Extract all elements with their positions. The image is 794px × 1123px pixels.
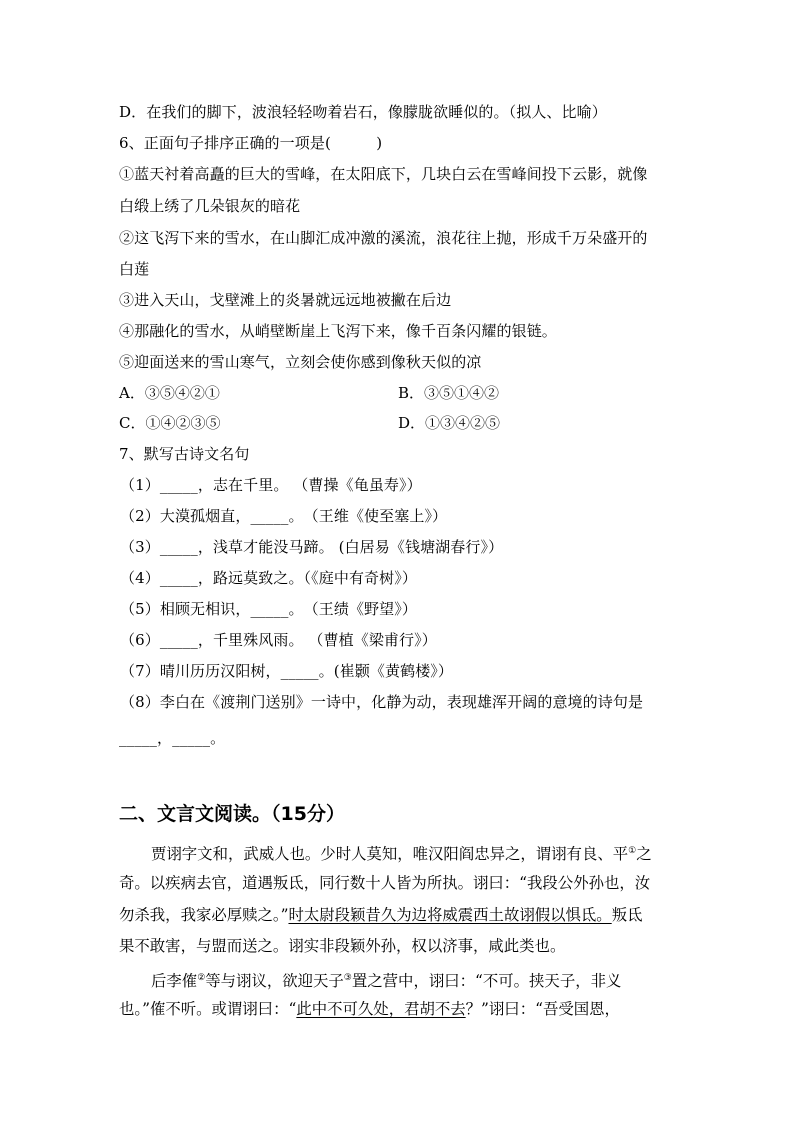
question-6-option-b: B．③⑤①④② bbox=[398, 384, 500, 402]
question-5-option-d: D．在我们的脚下，波浪轻轻吻着岩石，像朦胧欲睡似的。（拟人、比喻） bbox=[119, 103, 607, 121]
footnote-marker-3: ③ bbox=[343, 973, 352, 983]
question-7-item-6: （6）_____，千里殊风雨。 （曹植《梁甫行》） bbox=[120, 631, 437, 649]
section-2-heading: 二、文言文阅读。（15分） bbox=[119, 803, 345, 825]
question-7-item-5: （5）相顾无相识，_____。 （王绩《野望》） bbox=[120, 600, 417, 618]
question-7-item-4: （4）_____，路远莫致之。（《庭中有奇树》） bbox=[120, 569, 417, 587]
question-7-stem: 7、默写古诗文名句 bbox=[119, 445, 250, 463]
underlined-sentence-2: 此中不可久处，君胡不去 bbox=[296, 1000, 466, 1018]
passage-p1-line-3: 勿杀我，我家必厚赎之。”时太尉段颖昔久为边将威震西土故诩假以惧氐。叛氐 bbox=[119, 906, 643, 924]
question-6-sentence-3: ③进入天山，戈壁滩上的炎暑就远远地被撇在后边 bbox=[119, 291, 452, 309]
question-7-item-2: （2）大漠孤烟直，_____。 （王维《使至塞上》） bbox=[120, 507, 448, 525]
passage-p2-line-2: 也。”傕不听。或谓诩曰：“此中不可久处，君胡不去？”诩曰：“吾受国恩， bbox=[119, 1000, 620, 1018]
question-6-sentence-1-cont: 白缎上绣了几朵银灰的暗花 bbox=[119, 197, 301, 215]
question-6-sentence-2: ②这飞泻下来的雪水，在山脚汇成冲激的溪流，浪花往上抛，形成千万朵盛开的 bbox=[119, 229, 648, 247]
passage-p1-line-1: 贾诩字文和，武威人也。少时人莫知，唯汉阳阎忠异之，谓诩有良、平①之 bbox=[151, 845, 652, 864]
question-6-sentence-2-cont: 白莲 bbox=[119, 260, 150, 278]
question-6-option-d: D．①③④②⑤ bbox=[398, 414, 501, 432]
question-7-item-8: （8）李白在《渡荆门送别》一诗中，化静为动，表现雄浑开阔的意境的诗句是 bbox=[120, 693, 644, 711]
passage-p1-line-2: 奇。以疾病去官，道遇叛氐，同行数十人皆为所执。诩曰：“我段公外孙也，汝 bbox=[119, 874, 651, 892]
question-6-sentence-5: ⑤迎面送来的雪山寒气，立刻会使你感到像秋天似的凉 bbox=[119, 353, 482, 371]
passage-p2-line-1: 后李傕②等与诩议，欲迎天子③置之营中，诩曰：“不可。挟天子，非义 bbox=[151, 972, 622, 991]
footnote-marker-2: ② bbox=[197, 973, 206, 983]
question-7-item-3: （3）_____，浅草才能没马蹄。 (白居易《钱塘湖春行》） bbox=[120, 538, 504, 556]
footnote-marker-1: ① bbox=[628, 846, 637, 856]
question-7-item-1: （1）_____，志在千里。 （曹操《龟虽寿》） bbox=[120, 476, 422, 494]
question-6-stem: 6、正面句子排序正确的一项是( ) bbox=[119, 134, 383, 152]
underlined-sentence-1: 时太尉段颖昔久为边将威震西土故诩假以惧氐。 bbox=[288, 906, 612, 924]
question-6-sentence-4: ④那融化的雪水，从峭壁断崖上飞泻下来，像千百条闪耀的银链。 bbox=[119, 322, 557, 340]
question-6-option-c: C．①④②③⑤ bbox=[119, 414, 221, 432]
question-7-item-8-cont: _____，_____。 bbox=[119, 729, 226, 747]
question-6-option-a: A．③⑤④②① bbox=[119, 384, 220, 402]
question-6-sentence-1: ①蓝天衬着高矗的巨大的雪峰，在太阳底下，几块白云在雪峰间投下云影，就像 bbox=[119, 165, 648, 183]
question-7-item-7: （7）晴川历历汉阳树，_____。(崔颢《黄鹤楼》） bbox=[120, 662, 453, 680]
passage-p1-line-4: 果不敢害，与盟而送之。诩实非段颖外孙，权以济事，咸此类也。 bbox=[119, 937, 566, 955]
